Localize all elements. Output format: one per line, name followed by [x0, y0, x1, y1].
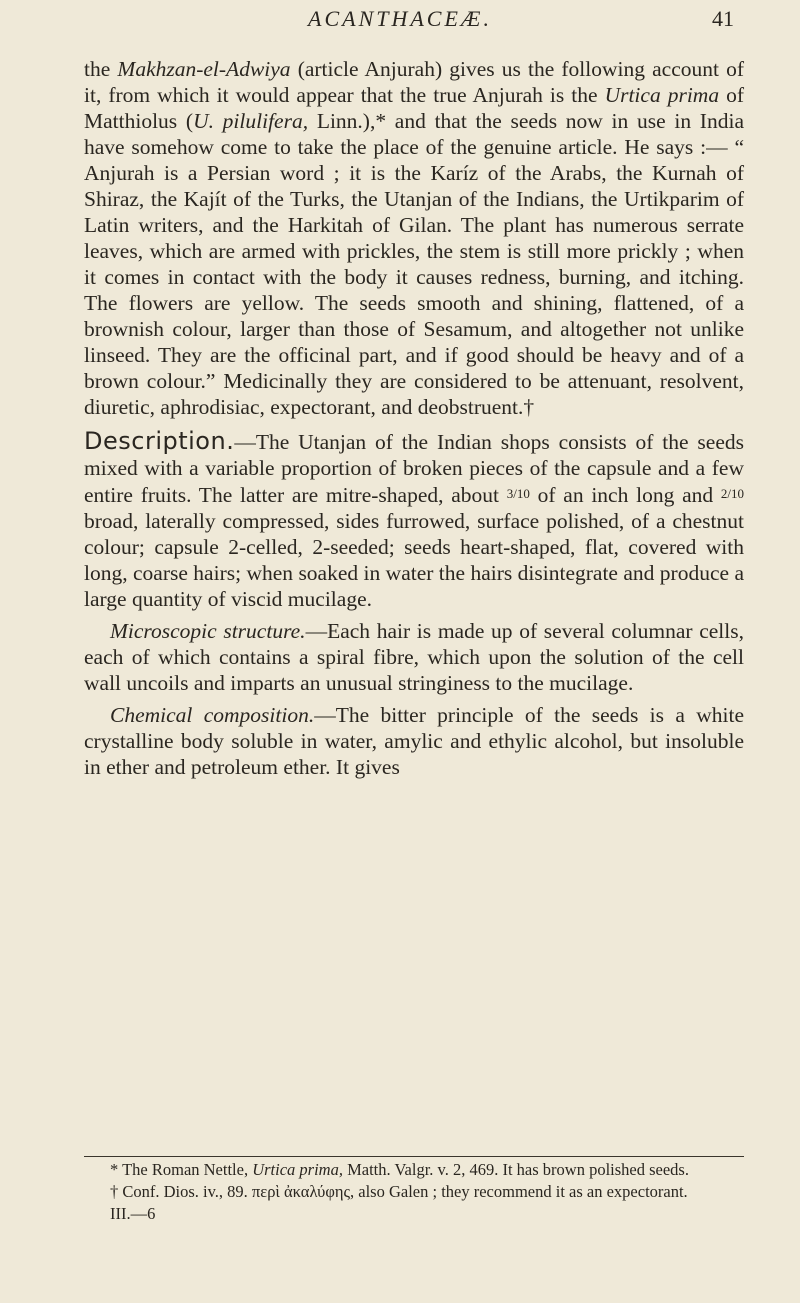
- species-name: Urtica prima: [604, 83, 720, 107]
- footnote-2: † Conf. Dios. iv., 89. περὶ ἀκαλύφης, also Galen ; they recommend it as an expectorant.: [110, 1182, 688, 1201]
- paragraph-description: Description.—The Utanjan of the Indian shops consists of the seeds mixed with a variable proportion of broken pieces of the capsule and a few entire fruits. The latter are mitre-shaped, about 3/10 of an inch long and 2/10 broad, laterally compressed, sides furrowed, surface polished, of a chestnut colour; capsule 2-celled, 2-seeded; seeds heart-shaped, flat, covered with long, coarse hairs; when soaked in water the hairs disintegrate and produce a large quantity of viscid mucilage.: [84, 427, 744, 611]
- paragraph-microscopic: Microscopic structure.—Each hair is made up of several columnar cells, each of which contains a spiral fibre, which upon the solution of the cell wall uncoils and imparts an unusual stringiness to the mucilage.: [84, 619, 744, 695]
- page-header: [0, 2, 800, 42]
- page-number: 41: [712, 6, 734, 31]
- signature-mark: III.—6: [110, 1204, 156, 1223]
- section-heading-microscopic: Microscopic structure.: [110, 619, 306, 643]
- fraction: 3/10: [506, 486, 530, 501]
- paragraph-chemical: Chemical composition.—The bitter principle of the seeds is a white crystalline body soluble in water, amylic and ethylic alcohol, but insoluble in ether and petroleum ether. It gives: [84, 703, 744, 779]
- footnotes: [84, 1156, 744, 1225]
- book-title: Makhzan-el-Adwiya: [117, 57, 291, 81]
- species-name: U. pilulifera,: [193, 109, 309, 133]
- body-text: [84, 56, 744, 780]
- paragraph-anjurah: the Makhzan-el-Adwiya (article Anjurah) gives us the following account of it, from which it would appear that the true Anjurah is the Urtica prima of Matthiolus (U. pilulifera, Linn.),* and that the seeds now in use in India have somehow come to take the place of the genuine article. He says :— “ Anjurah is a Persian word ; it is the Karíz of the Arabs, the Kurnah of Shiraz, the Kajít of the Turks, the Utanjan of the Indians, the Urtikparim of Latin writers, and the Harkitah of Gilan. The plant has numerous serrate leaves, which are armed with prickles, the stem is still more prickly ; when it comes in contact with the body it causes redness, burning, and itching. The flowers are yellow. The seeds smooth and shining, flattened, of a brownish colour, larger than those of Sesamum, and altogether not unlike linseed. They are the officinal part, and if good should be heavy and of a brown colour.” Medicinally they are considered to be attenuant, resolvent, diuretic, aphrodisiac, expectorant, and deobstruent.†: [84, 57, 744, 419]
- footnote-1: * The Roman Nettle, Urtica prima, Matth. Valgr. v. 2, 469. It has brown polished seeds.: [110, 1160, 689, 1179]
- fraction: 2/10: [720, 486, 744, 501]
- running-head: ACANTHACEÆ.: [308, 6, 492, 31]
- section-heading-chemical: Chemical composition.: [110, 703, 315, 727]
- section-heading-description: Description.: [84, 427, 235, 455]
